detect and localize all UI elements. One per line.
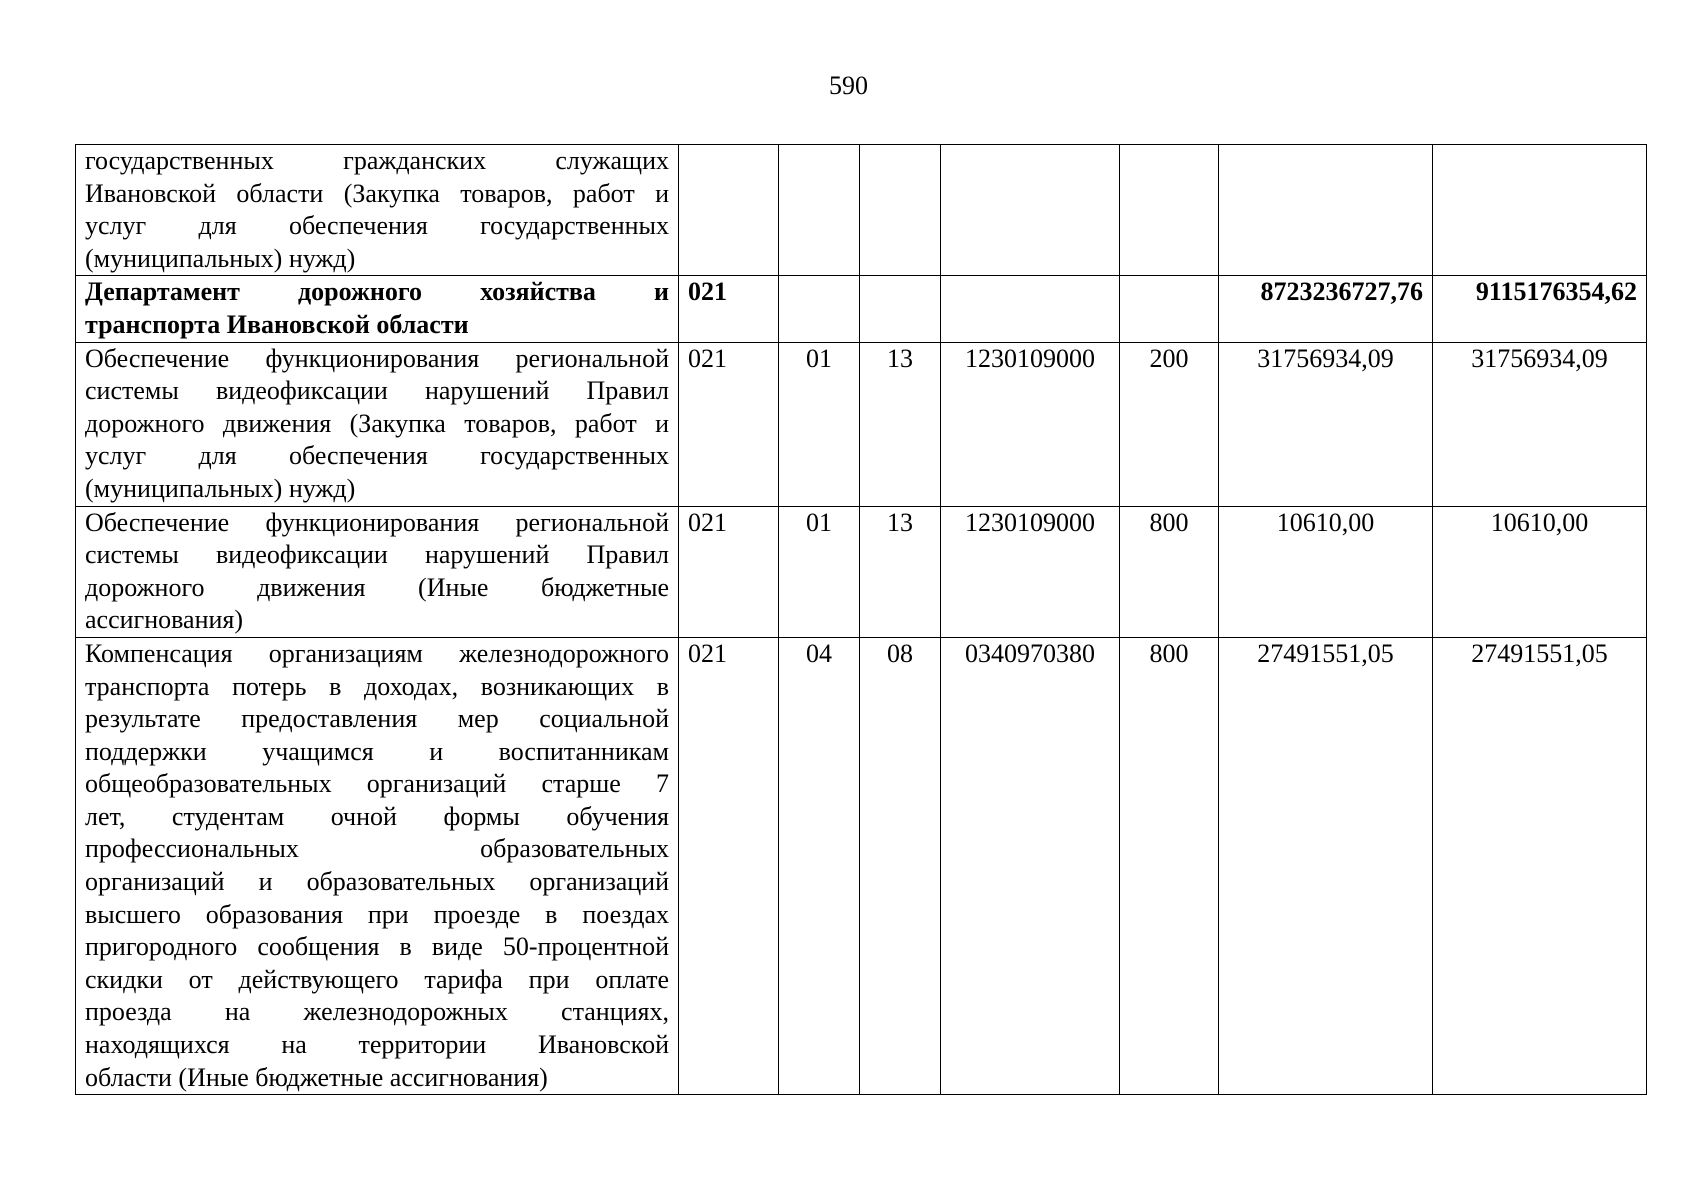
description-line: скидки от действующего тарифа при оплате bbox=[85, 964, 669, 994]
expense-type-cell: 200 bbox=[1120, 342, 1219, 506]
expense-type-cell bbox=[1120, 276, 1219, 342]
description-cell bbox=[76, 637, 679, 1094]
expense-type-cell: 800 bbox=[1120, 506, 1219, 637]
description-line: Ивановской области (Закупка товаров, работ и bbox=[85, 178, 669, 208]
target-code-cell bbox=[941, 276, 1120, 342]
description-line: транспорта потерь в доходах, возникающих в bbox=[85, 671, 669, 701]
description-line: государственных гражданских служащих bbox=[85, 146, 669, 175]
description-line: транспорта Ивановской области bbox=[85, 309, 469, 339]
description-line: дорожного движения (Иные бюджетные bbox=[85, 572, 669, 602]
amount-year-1-cell: 8723236727,76 bbox=[1219, 276, 1433, 342]
section-code-cell: 01 bbox=[779, 506, 860, 637]
section-code-cell: 01 bbox=[779, 342, 860, 506]
amount-year-2-cell: 27491551,05 bbox=[1433, 637, 1647, 1094]
section-code-cell: 04 bbox=[779, 637, 860, 1094]
description-cell bbox=[76, 276, 679, 342]
target-code-cell bbox=[941, 145, 1120, 276]
table-body bbox=[76, 145, 1647, 1095]
description-line: общеобразовательных организаций старше 7 bbox=[85, 769, 669, 799]
ministry-code-cell: 021 bbox=[679, 637, 779, 1094]
subsection-code-cell: 13 bbox=[860, 506, 941, 637]
description-line: организаций и образовательных организаций bbox=[85, 867, 669, 897]
target-code-cell: 1230109000 bbox=[941, 506, 1120, 637]
description-line: высшего образования при проезде в поездах bbox=[85, 899, 669, 929]
section-code-cell bbox=[779, 276, 860, 342]
description-line: лет, студентам очной формы обучения bbox=[85, 801, 669, 831]
description-line: профессиональных образовательных bbox=[85, 834, 669, 864]
amount-year-1-cell: 10610,00 bbox=[1219, 506, 1433, 637]
description-line: Обеспечение функционирования региональной bbox=[85, 507, 669, 537]
description-line: Обеспечение функционирования региональной bbox=[85, 343, 669, 373]
description-line: (муниципальных) нужд) bbox=[85, 243, 356, 273]
table-row bbox=[76, 637, 1647, 1094]
description-line: находящихся на территории Ивановской bbox=[85, 1030, 669, 1060]
description-line: услуг для обеспечения государственных bbox=[85, 211, 669, 241]
subsection-code-cell bbox=[860, 145, 941, 276]
amount-year-1-cell: 27491551,05 bbox=[1219, 637, 1433, 1094]
description-line: системы видеофиксации нарушений Правил bbox=[85, 376, 669, 406]
description-line: пригородного сообщения в виде 50-процентной bbox=[85, 932, 669, 962]
ministry-code-cell: 021 bbox=[679, 342, 779, 506]
amount-year-1-cell: 31756934,09 bbox=[1219, 342, 1433, 506]
table-row bbox=[76, 506, 1647, 637]
page-number: 590 bbox=[829, 71, 868, 100]
subsection-code-cell: 13 bbox=[860, 342, 941, 506]
subsection-code-cell: 08 bbox=[860, 637, 941, 1094]
ministry-code-cell bbox=[679, 145, 779, 276]
amount-year-1-cell bbox=[1219, 145, 1433, 276]
amount-year-2-cell: 31756934,09 bbox=[1433, 342, 1647, 506]
description-cell bbox=[76, 506, 679, 637]
description-line: Департамент дорожного хозяйства и bbox=[85, 277, 669, 307]
amount-year-2-cell: 10610,00 bbox=[1433, 506, 1647, 637]
description-cell bbox=[76, 342, 679, 506]
description-line: ассигнования) bbox=[85, 605, 244, 635]
subsection-code-cell bbox=[860, 276, 941, 342]
expense-type-cell bbox=[1120, 145, 1219, 276]
expense-type-cell: 800 bbox=[1120, 637, 1219, 1094]
target-code-cell: 1230109000 bbox=[941, 342, 1120, 506]
section-code-cell bbox=[779, 145, 860, 276]
description-line: услуг для обеспечения государственных bbox=[85, 441, 669, 471]
amount-year-2-cell: 9115176354,62 bbox=[1433, 276, 1647, 342]
ministry-code-cell: 021 bbox=[679, 506, 779, 637]
table-row bbox=[76, 276, 1647, 342]
description-line: области (Иные бюджетные ассигнования) bbox=[85, 1062, 548, 1092]
description-line: системы видеофиксации нарушений Правил bbox=[85, 540, 669, 570]
description-line: (муниципальных) нужд) bbox=[85, 473, 356, 503]
description-cell bbox=[76, 145, 679, 276]
table-row bbox=[76, 342, 1647, 506]
description-line: поддержки учащимся и воспитанникам bbox=[85, 736, 669, 766]
budget-table bbox=[75, 144, 1647, 1095]
target-code-cell: 0340970380 bbox=[941, 637, 1120, 1094]
description-line: проезда на железнодорожных станциях, bbox=[85, 997, 669, 1027]
description-line: результате предоставления мер социальной bbox=[85, 704, 669, 734]
table-row bbox=[76, 145, 1647, 276]
description-line: Компенсация организациям железнодорожного bbox=[85, 638, 669, 668]
description-line: дорожного движения (Закупка товаров, работ и bbox=[85, 408, 669, 438]
ministry-code-cell: 021 bbox=[679, 276, 779, 342]
amount-year-2-cell bbox=[1433, 145, 1647, 276]
